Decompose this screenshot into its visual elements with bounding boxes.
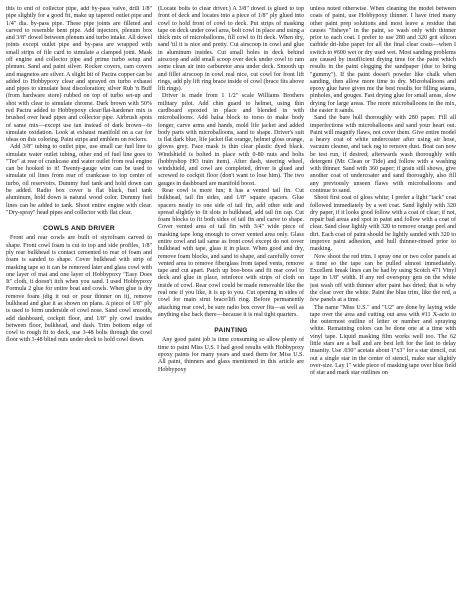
paragraph: Rear cowl is more fun; it has a vented tail fin. Cut bulkhead, tail fin sides, and 1/8" square spacers. Glue spacers neatly to one side of tail fin, add other side and spread slightly to fit slots in bulkhead, add tail fin cap. Cut foam blocks to fit both sides of tail fin and carve to shape. Cover vented area of tail fin with 3/4" wide piece of masking tape long enough to cover vented area only. Glass entire cowl and tail same as front cowl except do not cover bulkhead with tape, glass it in place. When good and dry, remove foam blocks, and sand to shape, and carefully cover vented area to remove fiberglass from taped vents, remove tape and cut apart. Patch up boo-boos and fit rear cowl to deck and glue in place, reinforce with strips of cloth on inside of cowl. Rear cowl could be made removable like the real one if you like, it is up to you. Cut opening in sides of cowl for main strut brace/lift ring. Before permanently attaching rear cowl, be sure radio box cover fits—as well as anything else back there—because it is real tight quarters. — [158, 188, 304, 318]
paragraph: Driver is made from 1 1/2" scale Williams Brothers military pilot. Add chin guard to helmet, using thin cardboard epoxied in place and blended in with microballoons. Add balsa block to torso to make body longer, carve arms and hands, mold life jacket and added body parts with microballoons, sand to shape. Driver's suit is flat dark blue, life jacket flat orange, helmet gloss orange, gloves grey. Face mask is thin clear plastic dyed black. Windshield is bolted in place with 0-80 nuts and bolts (hobbyshop HO train item). After dash, steering wheel, windshield, and cowl are completed, driver is glued and screwed to cockpit floor (don't want to lose him). The two gauges in dashboard are manifold boost. — [158, 93, 304, 187]
column-right — [310, 6, 456, 600]
paragraph: Any good paint job is time consuming so allow plenty of time to paint Miss U.S. I had good results with Hobbypoxy epoxy paints for many years and used them for Miss U.S. All paint, thinners and glass mentioned in this article are Hobbypoxy — [158, 337, 304, 373]
paragraph: Add 3/8" tubing to outlet pipe, use small car fuel line to simulate water outlet tubing, other end of fuel line goes to "Tee" at rear of crankcase and water outlet from real engine can be hooked to it! Twenty-gauge wire can be used to simulate oil lines from rear of crankcase to top center of turbo, oil reservoirs. Dummy fuel tank and hold down can be added. Radio box cover is flat black, fuel tank aluminum, hold down is natural wood color. Dummy fuel lines can be added to tank. Shoot entire engine with clear. "Dry-spray" head pipes and collector with flat clear. — [6, 144, 152, 216]
section-heading-cowls-and-driver: COWLS AND DRIVER — [43, 225, 115, 233]
column-left — [6, 6, 152, 600]
paragraph: (Locate bolts to clear driver.) A 3/8" dowel is glued to top front of deck and locates into a piece of 1/8" ply glued into cowl to hold front of cowl to deck. Put strips of masking tape on deck under cowl area, bolt cowl in place and using a thick mix of microballoons, fill cowl to fit deck. When dry, sand 'til it is nice and pretty. Cut airscoop in cowl and glue in aluminum insides. Cut small holes in deck behind airscoop and add small scoop over deck under cowl to ram some clean air into carburetor area under deck. Smooth up and fillet airscoop in cowl real nice, cut cowl for front lift rings, add ply lift ring brace inside of cowl (brace fits above lift rings). — [158, 6, 304, 93]
paragraph: Front and rear cowls are built of styrofoam carved to shape. Front cowl foam is cut to top and side profiles, 1/8" ply rear bulkhead is contact cemented to rear of foam and foam is sanded to shape. Cover bulkhead with strip of masking tape so it can be removed later and glass cowl with one layer of mat and one layer of Hobbypoxy "Easy Does It" cloth, it doesn't itch when you sand. I used Hobbypoxy Formula 2 glue for entire boat and cowls. When glue is dry remove foam (dig it out or pour thinner on it), remove bulkhead and glue it as shown on plans. A piece of 1/8" ply is used to form underside of cowl nose. Sand cowl smooth, add dashboard, cockpit floor, and 1/8" ply cowl insides between floor, bulkhead, and dash. Trim bottom edge of cowl to rough fit to deck, use 3-48 bolts through the cowl floor with 3-48 blind nuts under deck to hold cowl down. — [6, 235, 152, 344]
article-columns — [6, 6, 456, 600]
paragraph: The name "Miss U.S." and "U2" are done by laying wide tape over the area and cutting out area with #11 X-acto to the outermost outline of letter or number and spraying white. Remaining colors can be done one at a time with vinyl tape. Liquid masking film works well too. The 62 little stars are a ball and are best left for the last to delay insanity. Use .030" acetate about 1"x3" for a star stencil, cut out a single star in the center of stencil, make star slightly over-size. Lay 1" wide piece of masking tape over blue field of star and mark star outlines on — [310, 304, 456, 377]
paragraph: Shoot first coat of gloss white; I prefer a light "tack" coat followed immediately by a wet coat. Sand lightly with 320 dry paper, if it looks good follow with a coat of clear; if not, repair bad areas and spot in paint and follow with a coat of clear. Sand clear lightly with 320 to remove orange peel and dirt. Each coat of paint should be lightly sanded with 320 to improve paint adhesion, and hull thinner-rinsed prior to masking. — [310, 195, 456, 253]
paragraph: Now shoot the red trim. I spray one or two color panels at a time so the tape can be pulled almost immediately. Excellent break lines can be had by using Scotch 471 Vinyl tape in 1/8" width. If any red overspray gets on the white just wash off with thinner after paint has dried; that is why the clear over the white. Paint the blue trim, like the red, a few panels at a time. — [310, 253, 456, 304]
column-middle — [158, 6, 304, 600]
paragraph: Sand the bare hull thoroughly with 280 paper. Fill all imperfections with microballoons and sand your heart out. Paint will magnify flaws, not cover them. Give entire model a heavy coat of white undercoater after using air hose, vacuum cleaner, and tack rag to remove dust. Boat can now be test run, if desired; afterwards wash thoroughly with detergent (Mr. Clean or Tide) and follow with a washing with thinner. Sand with 360 paper; if grain still shows, give another coat of undercoater and sand thoroughly, also fill any previously unseen flaws with microballoons and continue to sand. — [310, 115, 456, 195]
section-heading-painting: PAINTING — [214, 327, 248, 335]
paragraph: this to end of collector pipe, add by-pass valve, drill 1/8" pipe slightly for a good fit, make up tapered outlet pipe and 1/4" dia. by-pass pipe. These pipe joints are filleted and carved to resemble bent pipe. Add injectors, plenum box and 3/8" dowel between plenum and turbo intake. All dowel joints except outlet pipe and by-pass are wrapped with small strips of file card to simulate a clamped joint. Mask off engine and collector pipe and prime turbo setup and plenum. Sand and paint silver. Rocker covers, cam covers and magnetos are silver. A slight bit of Pactra copper can be added to Hobbypoxy clear and sprayed on turbo exhaust and pipes to simulate heat discoloration; silver Rub 'n Buff (from hardware store) rubbed on top of turbo set-up and shot with clear to simulate chrome. Dark brown with 50% red Pactra added to Hobbypoxy clear/flat-hardener mix is brushed over head pipes and collector pipe. Airbrush spots of same mix—except use tan instead of dark brown—to simulate oxidation. Look at exhaust manifold on a car for ideas on this coloring. Paint strips and emblem on rockers. — [6, 6, 152, 144]
paragraph: unless noted otherwise. When cleaning the model between coats of paint, use Hobbypoxy thinner. I have tried many other paint prep solutions and most leave a residue that causes "fisheye" in the paint, so wash only with thinner prior to each coat. I prefer to use 280 and 320 grit silicon carbide dri-lube paper for all the final clear coats—when I switch to #600 wet or dry used wet. Most sanding problems are caused by insufficient drying time for the paint which results in the paint clogging the sandpaper (due to being "gummy"). If the paint doesn't powder like chalk when sanding, then allow more time to dry. Microballoons and epoxy glue have given me the best results for filling seams, pinholes, and gouges. Fast drying glue for small areas, slow drying for large areas. The more microballoons in the mix, the easier it sands. — [310, 6, 456, 114]
